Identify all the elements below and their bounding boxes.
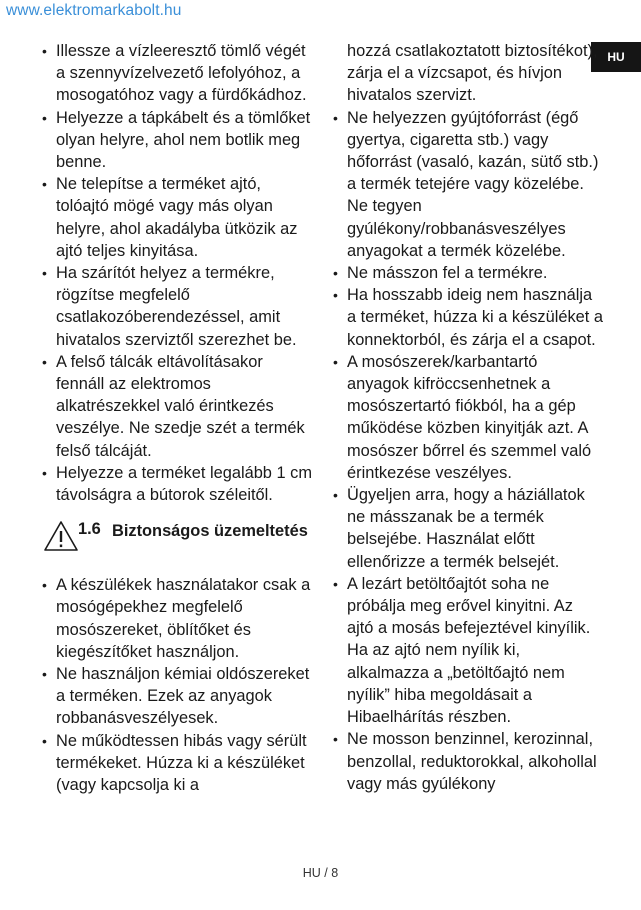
list-item: • Helyezze a terméket legalább 1 cm távolságra a bútorok széleitől. — [42, 463, 312, 505]
list-item: • A mosószerek/karbantartó anyagok kifröccsenhetnek a mosószertartó fiókból, ha a gép működése közben kinyitják azt. A mosószer bőrrel és szemmel való érintkezése veszélyes. — [333, 352, 592, 482]
bullet-icon: • — [42, 176, 47, 193]
section-number: 1.6 — [78, 520, 101, 539]
warning-triangle-icon — [43, 520, 79, 552]
section-heading — [40, 514, 312, 568]
bullet-icon: • — [42, 109, 47, 126]
list-item: • Ügyeljen arra, hogy a háziállatok ne másszanak be a termék belsejébe. Használat előtt ellenőrizze a termék belsejét. — [333, 486, 585, 571]
list-item: • Ne használjon kémiai oldószereket a terméken. Ezek az anyagok robbanásveszélyesek. — [42, 665, 310, 728]
bullet-icon: • — [42, 353, 47, 370]
list-item: • Ne helyezzen gyújtóforrást (égő gyertya, cigaretta stb.) vagy hőforrást (vasaló, kazán, sütő stb.) a termék tetejére vagy közelébe. Ne tegyen gyúlékony/robbanásveszélyes anyagokat a termék közelébe. — [333, 108, 599, 260]
bullet-icon: • — [333, 353, 338, 370]
section-title: Biztonságos üzemeltetés — [112, 522, 308, 541]
bullet-icon: • — [333, 109, 338, 126]
bullet-icon: • — [42, 666, 47, 683]
bullet-icon: • — [42, 265, 47, 282]
bullet-icon: • — [333, 731, 338, 748]
list-item: • Ha hosszabb ideig nem használja a terméket, húzza ki a készüléket a konnektorból, és zárja el a csapot. — [333, 286, 603, 349]
list-item: • Illessze a vízleeresztő tömlő végét a szennyvízelvezető lefolyóhoz, a mosogatóhoz vagy a fürdőkádhoz. — [42, 42, 307, 105]
list-item: • Ne működtessen hibás vagy sérült termékeket. Húzza ki a készüléket (vagy kapcsolja ki a — [42, 731, 307, 795]
list-item: • A készülékek használatakor csak a mosógépekhez megfelelő mosószereket, öblítőket és kiegészítőket használjon. — [42, 576, 311, 661]
page-number: HU / 8 — [302, 866, 339, 880]
list-item: • Ne másszon fel a termékre. — [331, 262, 603, 284]
bullet-icon: • — [42, 43, 47, 59]
language-tab: HU — [591, 42, 641, 72]
list-item: • Ne telepítse a terméket ajtó, tolóajtó mögé vagy más olyan helyre, ahol akadályba ütközik az ajtó teljes kinyitása. — [42, 175, 298, 260]
continued-paragraph: hozzá csatlakoztatott biztosítékot), zárja el a vízcsapot, és hívjon hivatalos szervizt. — [347, 42, 598, 105]
bullet-icon: • — [42, 577, 47, 594]
bullet-icon: • — [42, 464, 47, 481]
bullet-list-bottom — [40, 574, 312, 796]
watermark-url[interactable]: www.elektromarkabolt.hu — [6, 2, 182, 19]
list-item: • Ha szárítót helyez a termékre, rögzítse megfelelő csatlakozóberendezéssel, amit hivatalos szerviztől szerezhet be. — [42, 264, 297, 349]
list-item: • Helyezze a tápkábelt és a tömlőket olyan helyre, ahol nem botlik meg benne. — [42, 108, 311, 172]
right-column — [331, 40, 603, 795]
bullet-icon: • — [333, 265, 338, 282]
bullet-icon: • — [333, 487, 338, 504]
bullet-icon: • — [333, 575, 338, 592]
left-column — [40, 40, 312, 796]
bullet-icon: • — [333, 287, 338, 304]
list-item: • A lezárt betöltőajtót soha ne próbálja meg erővel kinyitni. Az ajtó a mosás befejeztével kinyílik. Ha az ajtó nem nyílik ki, alkalmazza a „betöltőajtó nem nyílik” hiba megoldásait a Hibaelhárítás részben. — [333, 574, 591, 727]
list-item: • A felső tálcák eltávolításakor fennáll az elektromos alkatrészekkel való érintkezés veszélye. Ne szedje szét a termék felső tálcáját. — [42, 352, 305, 460]
bullet-list-top — [40, 40, 312, 506]
list-item: • Ne mosson benzinnel, kerozinnal, benzollal, reduktorokkal, alkohollal vagy más gyúlékony — [333, 730, 597, 793]
bullet-icon: • — [42, 732, 47, 749]
bullet-list-right — [331, 107, 603, 795]
